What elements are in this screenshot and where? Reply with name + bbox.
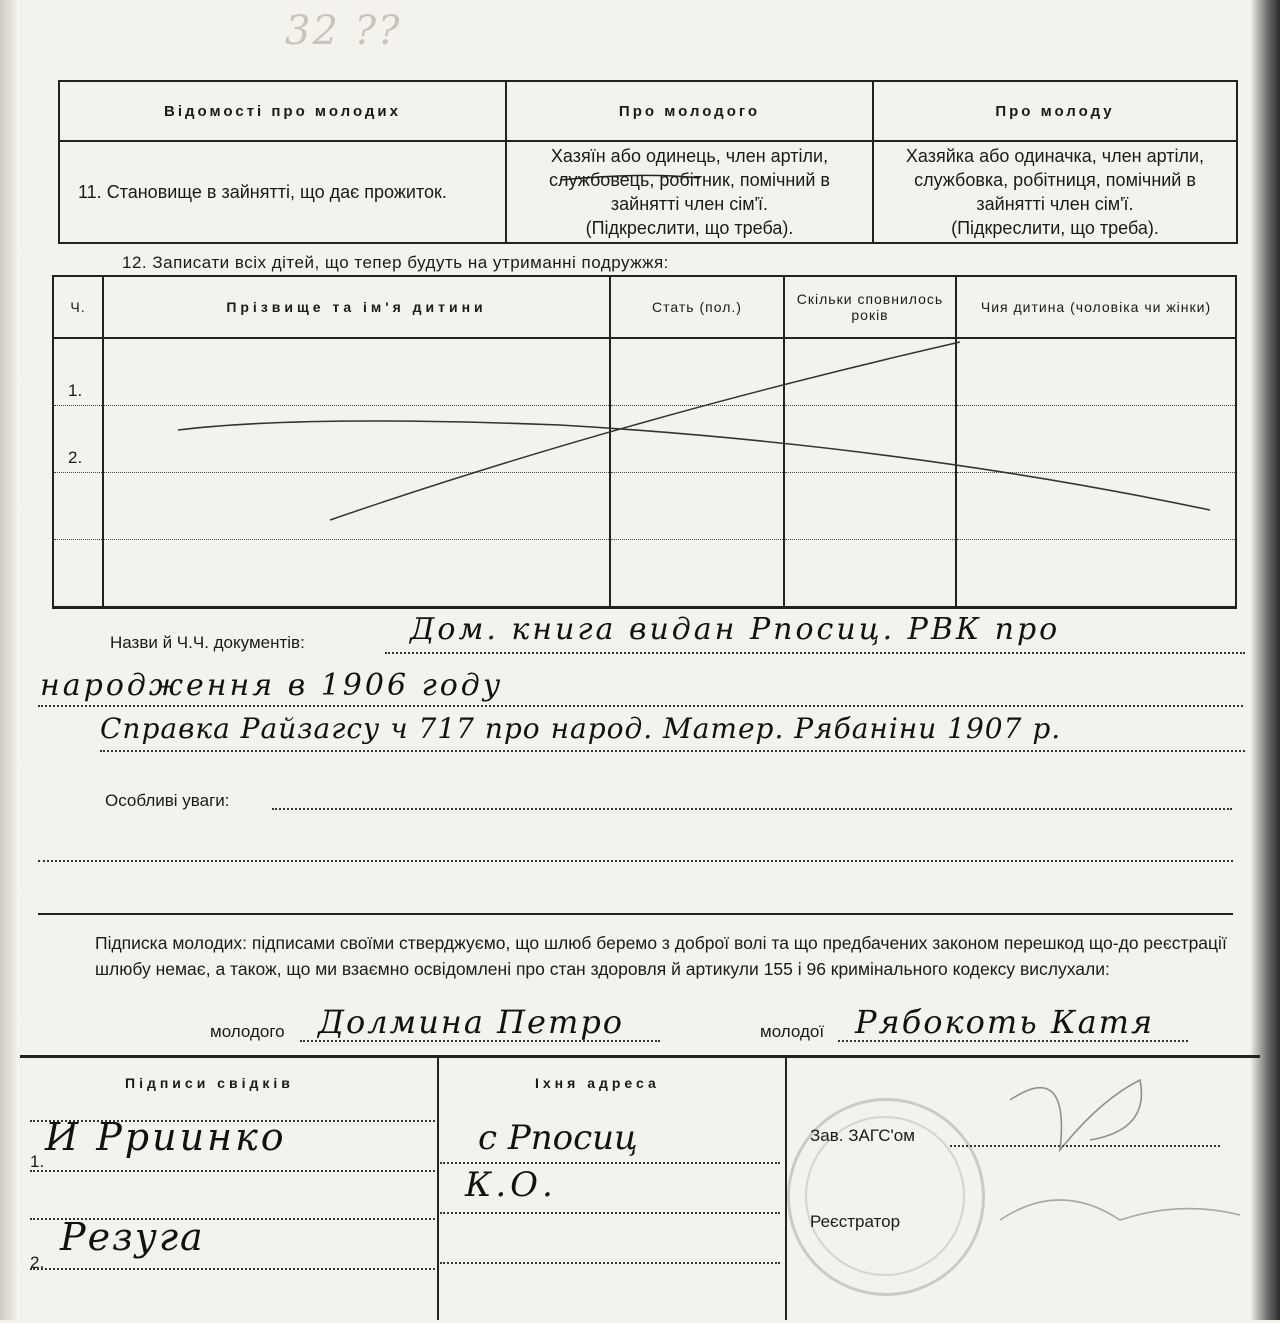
header-info: Відомості про молодих	[59, 81, 506, 141]
col-age: Скільки сповнилось років	[784, 276, 956, 338]
bride-signature: Рябокоть Катя	[855, 1003, 1155, 1041]
groom-signature: Долмина Петро	[318, 1003, 625, 1041]
groom-note: (Підкреслити, що треба).	[585, 218, 794, 238]
witness-2-signature: Резуга	[60, 1215, 205, 1259]
documents-handwriting-1: Дом. книга видан Рпосиц. РВК про	[410, 612, 1061, 647]
col-whose-child: Чия дитина (чоловіка чи жінки)	[956, 276, 1236, 338]
question-11: 11. Становище в зайнятті, що дає прожиток.	[59, 141, 506, 243]
registrar-signature-2	[1000, 1200, 1240, 1220]
declaration-text: Підписка молодих: підписами своїми стверджуємо, що шлюб беремо з доброї волі та що предбачених законом перешкод що-до реєстрації шлюбу немає, а також, що ми взаємно освідомлені про стан здоровля й артикули 155 і 96 кримінального кодексу вислухали:	[95, 933, 1227, 979]
header-bride: Про молоду	[873, 81, 1237, 141]
witness-number-2: 2.	[30, 1253, 45, 1272]
row-number: 1.	[53, 338, 103, 406]
witness-1-signature: И Рриинко	[45, 1115, 287, 1159]
remarks-label: Особливі уваги:	[105, 791, 230, 810]
col-sex: Стать (пол.)	[610, 276, 784, 338]
underline-stroke	[560, 175, 700, 180]
col-child-name: Прізвище та ім'я дитини	[103, 276, 610, 338]
header-witness-signatures: Підписи свідків	[125, 1075, 294, 1091]
witness-address-1: с Рпосиц	[478, 1118, 638, 1158]
zags-head-label: Зав. ЗАГС'ом	[810, 1126, 915, 1145]
witness-address-2: К.О.	[465, 1165, 557, 1205]
pencil-note: 32 ??	[285, 8, 402, 54]
registrar-signature	[1010, 1080, 1141, 1150]
bride-note: (Підкреслити, що треба).	[951, 218, 1159, 238]
header-witness-address: Іхня адреса	[535, 1075, 660, 1091]
documents-handwriting-3: Справка Райзагсу ч 717 про народ. Матер. Рябаніни 1907 р.	[100, 712, 1062, 745]
groom-options-text: Хазяїн або одинець, член артіли, службовець, робітник, помічний в зайнятті член сім'ї.	[549, 146, 830, 214]
header-groom: Про молодого	[506, 81, 873, 141]
registrar-label: Реєстратор	[810, 1212, 901, 1231]
documents-label: Назви й Ч.Ч. документів:	[110, 633, 305, 652]
cross-out-stroke	[178, 421, 1210, 510]
groom-signature-label: молодого	[210, 1022, 285, 1041]
witness-number-1: 1.	[30, 1152, 45, 1171]
col-number: Ч.	[53, 276, 103, 338]
section-12-title: 12. Записати всіх дітей, що тепер будуть на утриманні подружжя:	[122, 253, 669, 272]
bride-signature-label: молодої	[760, 1022, 825, 1041]
row-number: 2.	[53, 406, 103, 473]
documents-handwriting-2: народження в 1906 году	[40, 668, 504, 703]
bride-options-text: Хазяйка або одиначка, член артіли, службовка, робітниця, помічний в зайнятті член сім'ї.	[905, 146, 1205, 214]
